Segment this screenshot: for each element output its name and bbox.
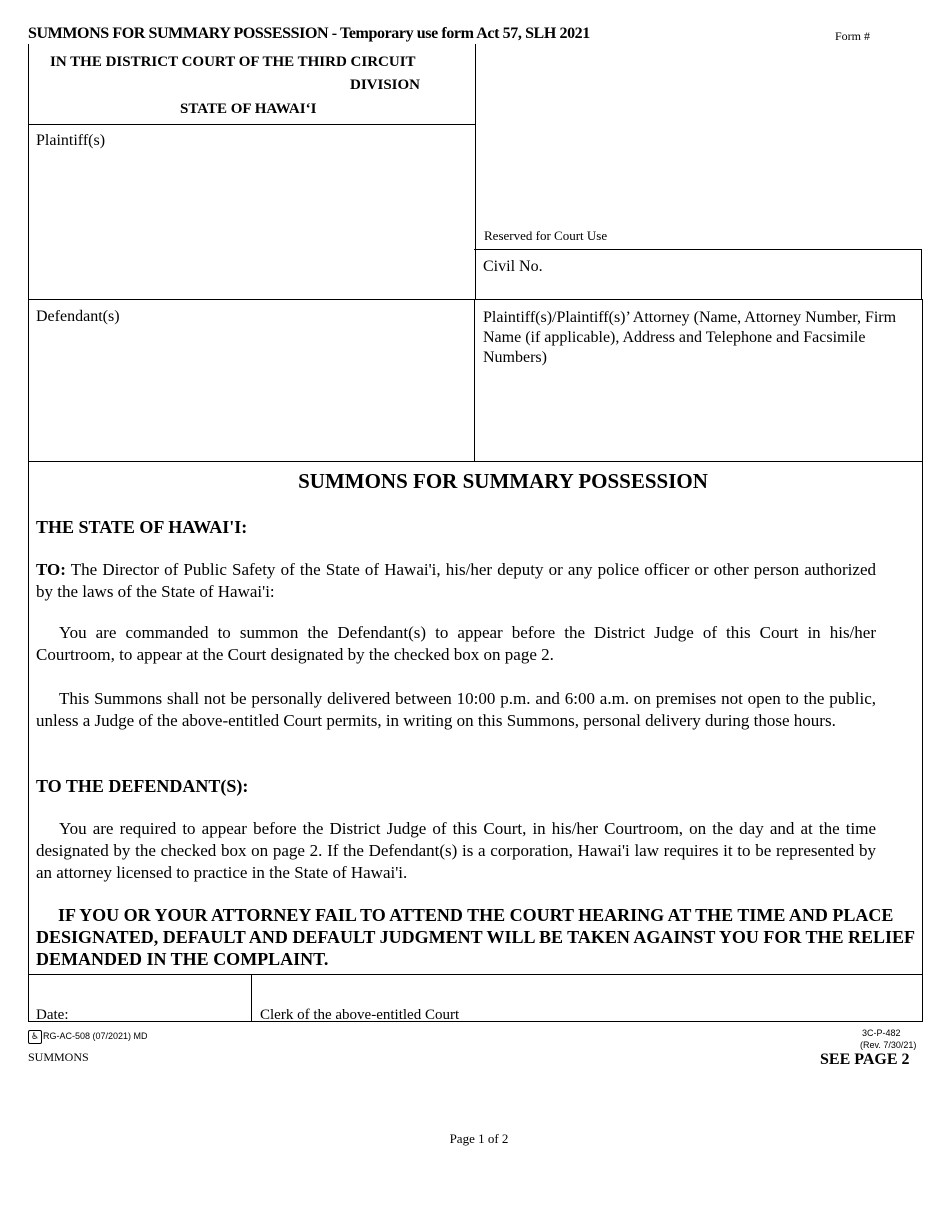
defendant-label: Defendant(s) [36,308,120,325]
plaintiff-label: Plaintiff(s) [36,132,106,149]
state-heading: THE STATE OF HAWAI'I: [36,517,248,537]
summons-footer-label: SUMMONS [28,1050,89,1064]
command-paragraph: You are commanded to summon the Defendant(s) to appear before the District Judge of this Court in his/her Courtroom, to appear at the Court designated by the checked box on page 2. [36,623,876,664]
reserved-for-court-label: Reserved for Court Use [484,228,608,243]
summons-title [28,469,950,494]
rg-form-code: RG-AC-508 (07/2021) MD [43,1031,148,1041]
to-label: TO: [36,560,66,579]
form-code: 3C-P-482 [862,1028,901,1038]
signature-row [28,974,923,1022]
court-name-line: IN THE DISTRICT COURT OF THE THIRD CIRCUIT [50,54,416,70]
summons-title-text: SUMMONS FOR SUMMARY POSSESSION [298,469,708,493]
form-revision: (Rev. 7/30/21) [860,1040,917,1050]
form-header-title: SUMMONS FOR SUMMARY POSSESSION - Temporary use form Act 57, SLH 2021 [28,25,590,42]
delivery-paragraph: This Summons shall not be personally delivered between 10:00 p.m. and 6:00 a.m. on premises not open to the public, unless a Judge of the above-entitled Court permits, in writing on this Summons, personal delivery during those hours. [36,689,876,730]
civil-number-label: Civil No. [483,258,543,275]
signature-row-divider [251,974,252,1022]
default-warning: IF YOU OR YOUR ATTORNEY FAIL TO ATTEND THE COURT HEARING AT THE TIME AND PLACE DESIGNATED, DEFAULT AND DEFAULT JUDGMENT WILL BE TAKEN AGAINST YOU FOR THE RELIEF DEMANDED IN THE COMPLAINT. [36,905,915,969]
party-row-divider [474,299,475,461]
see-page-notice: SEE PAGE 2 [820,1051,910,1068]
court-state-line: STATE OF HAWAIʻI [180,101,317,117]
date-field[interactable]: Date: [36,1007,69,1023]
defendant-heading: TO THE DEFENDANT(S): [36,776,249,796]
to-text: The Director of Public Safety of the State of Hawai'i, his/her deputy or any police officer or other person authorized by the laws of the State of Hawai'i: [36,560,876,601]
wheelchair-icon: ♿ [28,1030,42,1044]
attorney-info-label: Plaintiff(s)/Plaintiff(s)’ Attorney (Name, Attorney Number, Firm Name (if applicable), Address and Telephone and Facsimile Numbers) [483,309,897,366]
form-number-label: Form # [835,29,871,43]
appearance-paragraph: You are required to appear before the District Judge of this Court, in his/her Courtroom, on the day and at the time designated by the checked box on page 2. If the Defendant(s) is a corporation, Hawai'i law requires it to be represented by an attorney licensed to practice in the State of Hawai'i. [36,819,876,882]
page-number: Page 1 of 2 [449,1131,509,1146]
clerk-signature-field[interactable]: Clerk of the above-entitled Court [260,1007,460,1023]
to-paragraph [36,559,876,603]
plaintiff-field[interactable] [28,124,476,299]
court-division-line: DIVISION [350,77,421,93]
